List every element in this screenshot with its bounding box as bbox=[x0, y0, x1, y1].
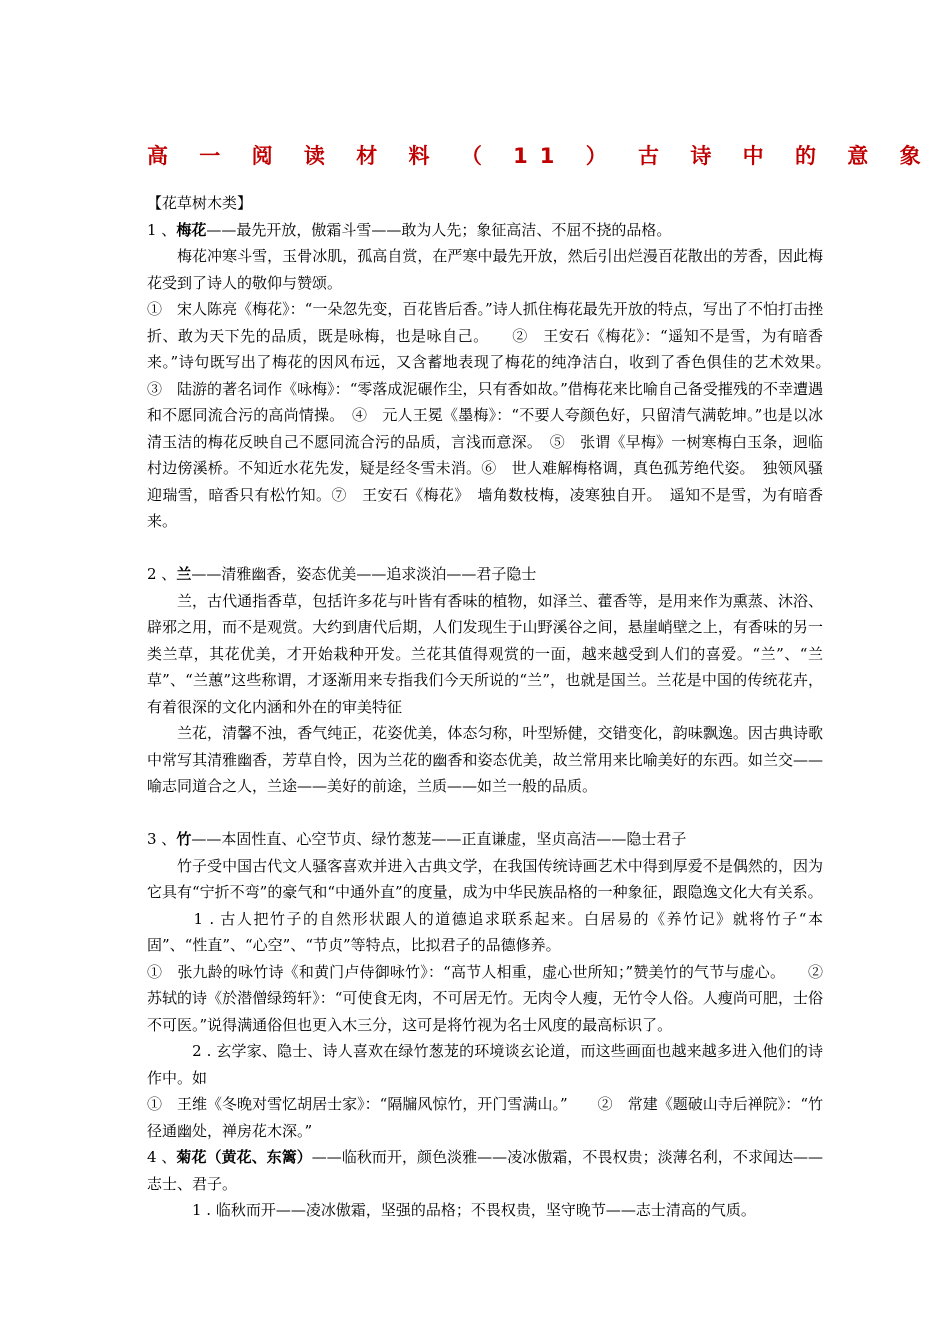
paragraph: 2 . 玄学家、隐士、诗人喜欢在绿竹葱茏的环境谈玄论道，而这些画面也越来越多进入他们的诗作中。如 bbox=[147, 1042, 823, 1087]
item-number: 1 、 bbox=[147, 220, 177, 239]
item-heading-zhu bbox=[147, 826, 823, 853]
paragraph: 兰，古代通指香草，包括许多花与叶皆有香味的植物，如泽兰、藿香等，是用来作为熏蒸、沐浴、辟邪之用，而不是观赏。大约到唐代后期，人们发现生于山野溪谷之间，悬崖峭壁之上，有香味的另一类兰草，其花优美，才开始栽种开发。兰花其值得观赏的一面，越来越受到人们的喜爱。“兰”、“兰草”、“兰蕙”这些称谓，才逐渐用来专指我们今天所说的“兰”，也就是国兰。兰花是中国的传统花卉，有着很深的文化内涵和外在的审美特征 bbox=[147, 591, 823, 716]
paragraph: 1 . 古人把竹子的自然形状跟人的道德追求联系起来。白居易的《养竹记》就将竹子“本固”、“性直”、“心空”、“节贞”等特点，比拟君子的品德修养。 bbox=[147, 909, 823, 954]
paragraph: 竹子受中国古代文人骚客喜欢并进入古典文学，在我国传统诗画艺术中得到厚爱不是偶然的，因为它具有“宁折不弯”的豪气和“中通外直”的度量，成为中华民族品格的一种象征，跟隐逸文化大有关系。 bbox=[147, 856, 823, 901]
paragraph: 兰花，清馨不浊，香气纯正，花姿优美，体态匀称，叶型矫健，交错变化，韵味飘逸。因古典诗歌中常写其清雅幽香，芳草自怜，因为兰花的幽香和姿态优美，故兰常用来比喻美好的东西。如兰交——喻志同道合之人，兰途——美好的前途，兰质——如兰一般的品质。 bbox=[147, 724, 823, 795]
document-body bbox=[147, 190, 854, 1224]
item-number: 2 、 bbox=[147, 565, 177, 583]
item-name: 兰 bbox=[176, 565, 192, 583]
item-name: 菊花（黄花、东篱） bbox=[176, 1148, 312, 1166]
item-number: 4 、 bbox=[147, 1148, 177, 1166]
item-name: 梅花 bbox=[176, 220, 207, 239]
item-summary: ——本固性直、心空节贞、绿竹葱茏——正直谦虚，坚贞高洁——隐士君子 bbox=[191, 830, 687, 848]
section-heading: 【花草树木类】 bbox=[147, 194, 253, 212]
item-heading-ju bbox=[147, 1144, 823, 1197]
item-heading-lan bbox=[147, 561, 823, 588]
item-summary: ——临秋而开，颜色淡雅——凌冰傲霜，不畏权贵；淡薄名利，不求闻达——志士、君子。 bbox=[147, 1148, 823, 1193]
paragraph: ① 宋人陈亮《梅花》：“一朵忽先变，百花皆后香。”诗人抓住梅花最先开放的特点，写出了不怕打击挫折、敢为天下先的品质，既是咏梅，也是咏自己。 ② 王安石《梅花》：“遥知不是雪，为有暗香来。”诗句既写出了梅花的因风布远，又含蓄地表现了梅花的纯净洁白，收到了香色俱佳的艺术效果。 ③ 陆游的著名词作《咏梅》：“零落成泥碾作尘，只有香如故。”借梅花来比喻自己备受摧残的不幸遭遇和不愿同流合污的高尚情操。 ④ 元人王冕《墨梅》：“不要人夸颜色好，只留清气满乾坤。”也是以冰清玉洁的梅花反映自己不愿同流合污的品质，言浅而意深。 ⑤ 张谓《早梅》一树寒梅白玉条，迥临村边傍溪桥。不知近水花先发，疑是经冬雪未消。⑥ 世人难解梅格调，真色孤芳绝代姿。 独领风骚迎瑞雪，暗香只有松竹知。⑦ 王安石《梅花》 墙角数枝梅，凌寒独自开。 遥知不是雪，为有暗香来。 bbox=[147, 300, 854, 530]
paragraph: 梅花冲寒斗雪，玉骨冰肌，孤高自赏，在严寒中最先开放，然后引出烂漫百花散出的芳香，因此梅花受到了诗人的敬仰与赞颂。 bbox=[147, 247, 823, 292]
paragraph: ① 王维《冬晚对雪忆胡居士家》：“隔牖风惊竹，开门雪满山。” ② 常建《题破山寺后禅院》：“竹径通幽处，禅房花木深。” bbox=[147, 1095, 823, 1140]
item-summary: ——清雅幽香，姿态优美——追求淡泊——君子隐士 bbox=[191, 565, 537, 583]
item-name: 竹 bbox=[176, 830, 192, 848]
paragraph: 1 . 临秋而开——凌冰傲霜，坚强的品格；不畏权贵，坚守晚节——志士清高的气质。 bbox=[177, 1201, 756, 1219]
paragraph: ① 张九龄的咏竹诗《和黄门卢侍御咏竹》：“高节人相重，虚心世所知；”赞美竹的气节与虚心。 ② 苏轼的诗《於潜僧绿筠轩》：“可使食无肉，不可居无竹。无肉令人瘦，无竹令人俗。人瘦尚可肥，士俗不可医。”说得满通俗但也更入木三分，这可是将竹视为名士风度的最高标识了。 bbox=[147, 962, 839, 1034]
item-heading-mei bbox=[147, 217, 823, 244]
item-number: 3 、 bbox=[147, 830, 177, 848]
document-title: 高 一 阅 读 材 料 （ 11 ） 古 诗 中 的 意 象 bbox=[147, 144, 933, 168]
item-summary: ——最先开放，傲霜斗雪——敢为人先；象征高洁、不屈不挠的品格。 bbox=[206, 220, 672, 239]
